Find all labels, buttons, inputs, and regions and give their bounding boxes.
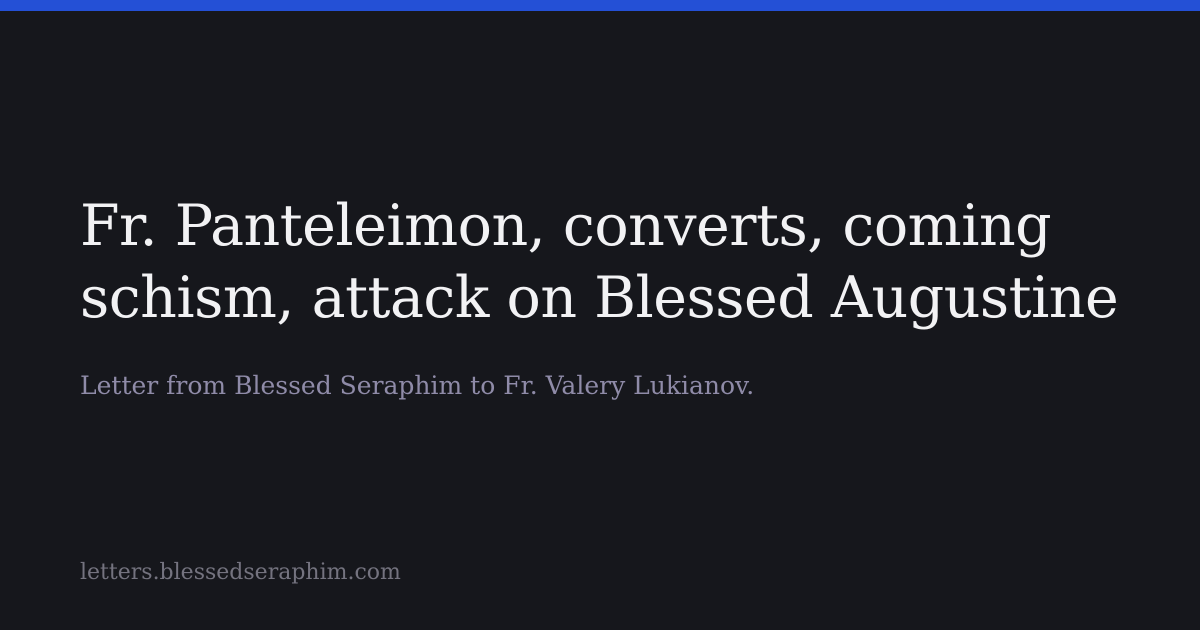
- page-title: Fr. Panteleimon, converts, coming schism, attack on Blessed Augustine: [80, 193, 1119, 331]
- page-subtitle: Letter from Blessed Seraphim to Fr. Valery Lukianov.: [80, 371, 755, 400]
- site-domain: letters.blessedseraphim.com: [80, 560, 401, 585]
- accent-bar: [0, 0, 1200, 11]
